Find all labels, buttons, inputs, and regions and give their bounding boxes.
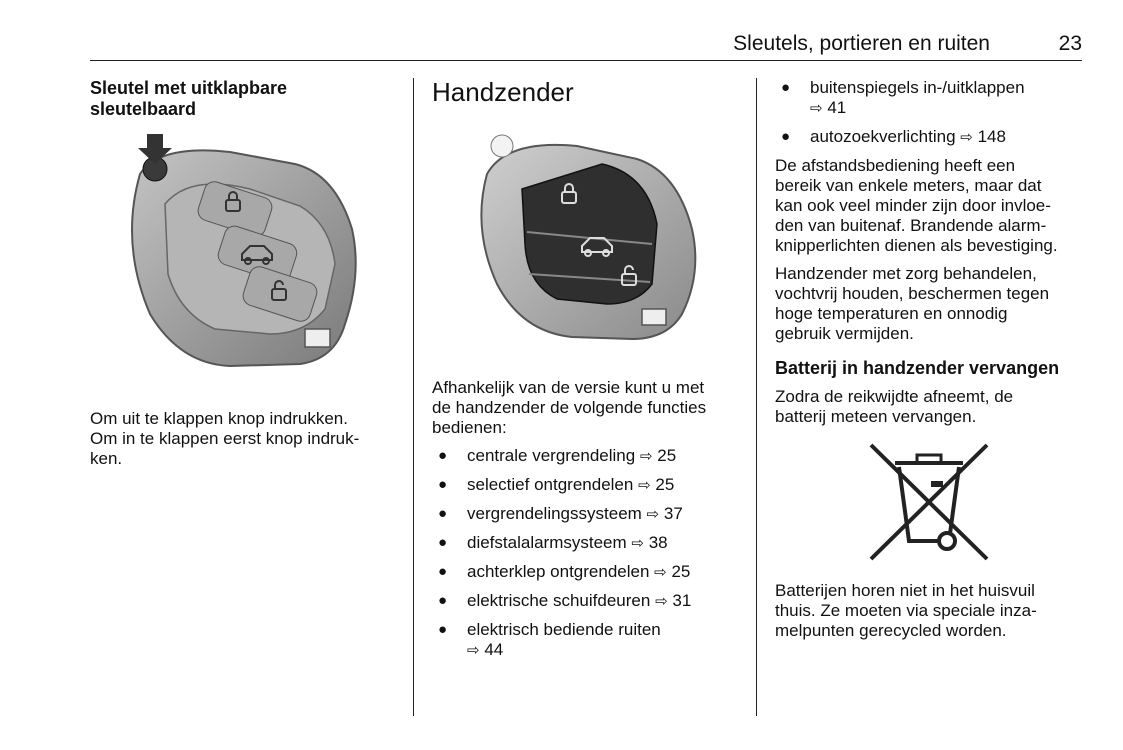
- list-item: ● buitenspiegels in-/uitklappen ⇨ 41: [781, 78, 1025, 117]
- column-2: [432, 78, 737, 669]
- section-heading-folding-key: Sleutel met uitklapbare sleutelbaard: [90, 78, 288, 119]
- column-divider-2: [756, 78, 757, 716]
- list-item: ● centrale vergrendeling ⇨ 25: [438, 446, 677, 465]
- chapter-title: Sleutels, portieren en ruiten: [733, 32, 990, 55]
- folding-key-illustration: [120, 134, 390, 379]
- weee-bin-icon: [867, 441, 1083, 563]
- folding-instructions: Om uit te klappen knop indrukken. Om in te klappen eerst knop indruk- ken.: [90, 409, 360, 468]
- recycling-paragraph: Batterijen horen niet in het huisvuil thuis. Ze moeten via speciale inza- melpunten gerecycled worden.: [775, 581, 1037, 640]
- page-number: 23: [1058, 32, 1082, 55]
- column-divider-1: [413, 78, 414, 716]
- battery-paragraph: Zodra de reikwijdte afneemt, de batterij meteen vervangen.: [775, 387, 1014, 426]
- list-item: ● diefstalalarmsysteem ⇨ 38: [438, 533, 668, 552]
- list-item: ● autozoekverlichting ⇨ 148: [781, 127, 1006, 146]
- list-item: ● elektrisch bediende ruiten ⇨ 44: [438, 620, 661, 659]
- section-heading-remote: Handzender: [432, 77, 574, 107]
- remote-intro: Afhankelijk van de versie kunt u met de handzender de volgende functies bedienen:: [432, 378, 707, 437]
- battery-heading: Batterij in handzender vervangen: [775, 358, 1060, 378]
- column-3: [775, 78, 1083, 641]
- care-paragraph: Handzender met zorg behandelen, vochtvrij houden, beschermen tegen hoge temperaturen en onnodig gebruik vermijden.: [775, 264, 1050, 343]
- list-item: ● vergrendelingssysteem ⇨ 37: [438, 504, 683, 523]
- list-item: ● achterklep ontgrendelen ⇨ 25: [438, 562, 691, 581]
- page-header: [90, 28, 1082, 61]
- remote-functions-list: [432, 446, 737, 661]
- range-paragraph: De afstandsbediening heeft een bereik van enkele meters, maar dat kan ook veel minder zijn door invloe- den van buitenaf. Brandende alarm- knipperlichten dienen als bevestiging.: [775, 156, 1058, 255]
- remote-functions-list-continued: [775, 78, 1083, 148]
- list-item: ● selectief ontgrendelen ⇨ 25: [438, 475, 675, 494]
- column-1: [90, 78, 390, 469]
- list-item: ● elektrische schuifdeuren ⇨ 31: [438, 591, 692, 610]
- remote-illustration: [467, 134, 737, 344]
